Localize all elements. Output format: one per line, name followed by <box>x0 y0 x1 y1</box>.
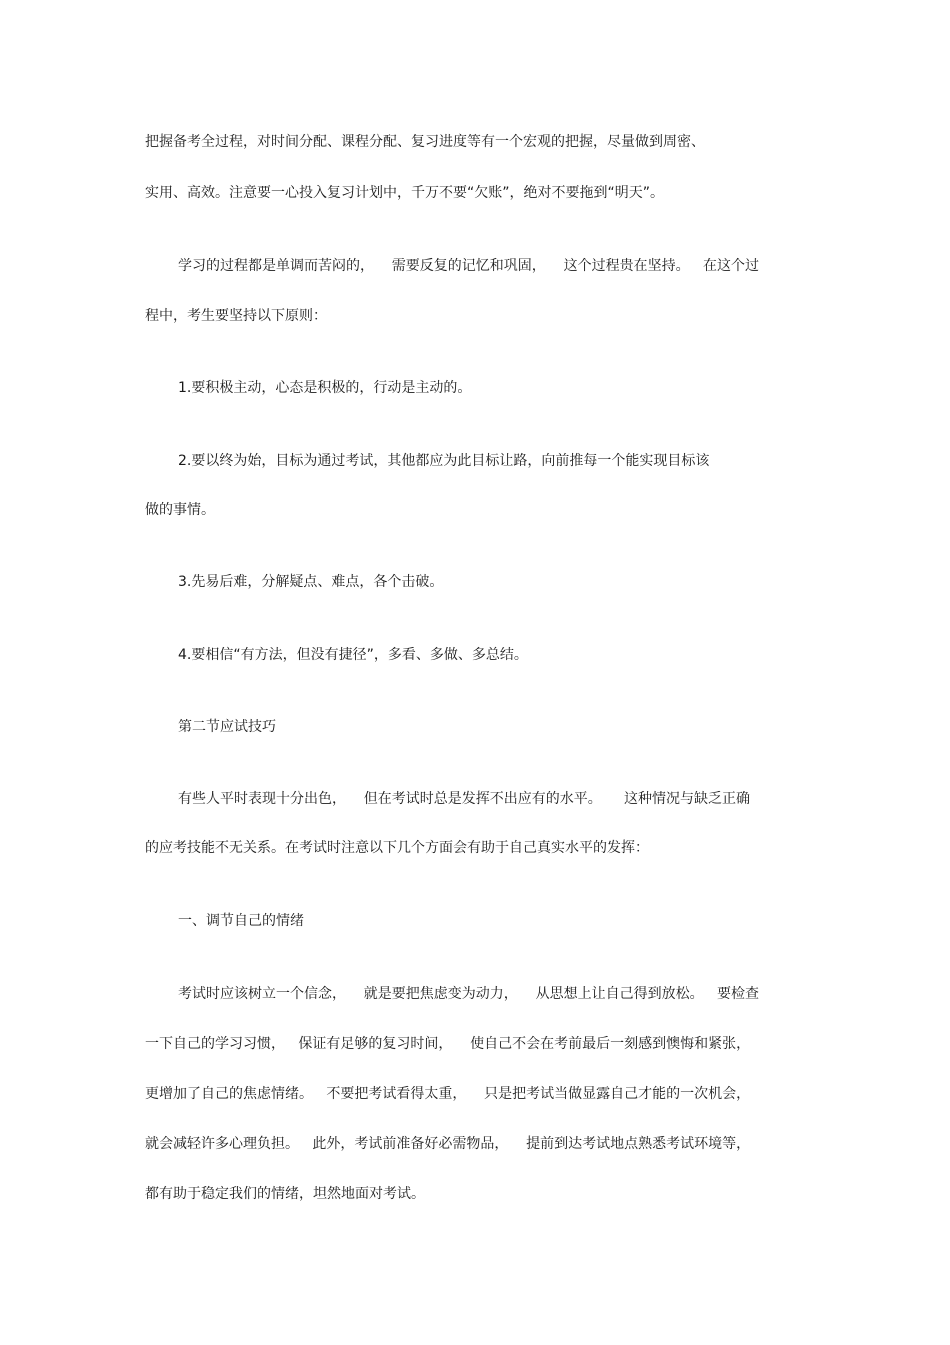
paragraph-line: 有些人平时表现十分出色， 但在考试时总是发挥不出应有的水平。 这种情况与缺乏正确 <box>178 791 751 807</box>
list-item-2-continued: 做的事情。 <box>145 502 215 518</box>
paragraph-line: 就会减轻许多心理负担。 此外，考试前准备好必需物品， 提前到达考试地点熟悉考试环境等， <box>145 1136 751 1152</box>
paragraph-line: 实用、高效。注意要一心投入复习计划中，千万不要“欠账”，绝对不要拖到“明天”。 <box>145 185 665 201</box>
paragraph-line: 把握备考全过程，对时间分配、课程分配、复习进度等有一个宏观的把握，尽量做到周密、 <box>145 134 705 150</box>
section-heading: 第二节应试技巧 <box>178 719 276 735</box>
paragraph-line: 程中，考生要坚持以下原则： <box>145 308 327 324</box>
paragraph-line: 一下自己的学习习惯， 保证有足够的复习时间， 使自己不会在考前最后一刻感到懊悔和紧张， <box>145 1036 751 1052</box>
subsection-heading: 一、调节自己的情绪 <box>178 913 304 929</box>
list-item-3: 3.先易后难，分解疑点、难点，各个击破。 <box>178 574 444 590</box>
paragraph-line: 的应考技能不无关系。在考试时注意以下几个方面会有助于自己真实水平的发挥： <box>145 840 649 856</box>
list-item-1: 1.要积极主动，心态是积极的，行动是主动的。 <box>178 380 472 396</box>
paragraph-line: 更增加了自己的焦虑情绪。 不要把考试看得太重， 只是把考试当做显露自己才能的一次机会， <box>145 1086 751 1102</box>
list-item-2: 2.要以终为始，目标为通过考试，其他都应为此目标让路，向前推每一个能实现目标该 <box>178 453 710 469</box>
paragraph-line: 学习的过程都是单调而苦闷的， 需要反复的记忆和巩固， 这个过程贵在坚持。 在这个过 <box>178 258 759 274</box>
paragraph-line: 考试时应该树立一个信念， 就是要把焦虑变为动力， 从思想上让自己得到放松。 要检查 <box>178 986 759 1002</box>
paragraph-line: 都有助于稳定我们的情绪，坦然地面对考试。 <box>145 1186 425 1202</box>
list-item-4: 4.要相信“有方法，但没有捷径”，多看、多做、多总结。 <box>178 647 528 663</box>
